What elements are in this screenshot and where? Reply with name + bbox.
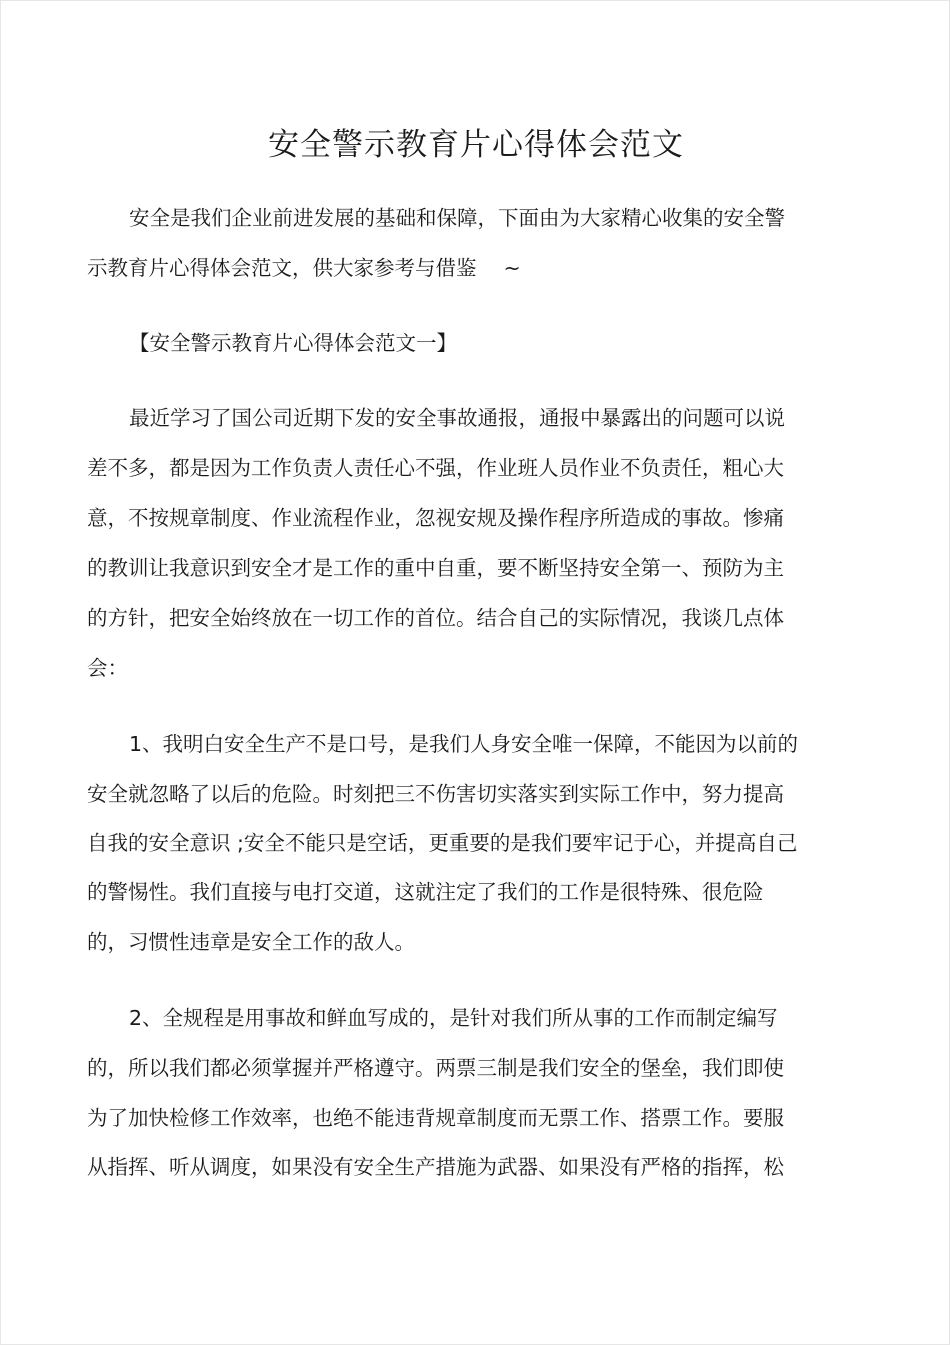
paragraph1-line-5: 的方针，把安全始终放在一切工作的首位。结合自己的实际情况，我谈几点体 xyxy=(87,606,784,630)
paragraph1-line-4: 的教训让我意识到安全才是工作的重中自重，要不断坚持安全第一、预防为主 xyxy=(87,556,784,580)
point1-line-4: 的警惕性。我们直接与电打交道，这就注定了我们的工作是很特殊、很危险 xyxy=(87,880,764,904)
paragraph1-line-1: 最近学习了国公司近期下发的安全事故通报，通报中暴露出的问题可以说 xyxy=(129,406,785,430)
intro-line-2: 示教育片心得体会范文，供大家参考与借鉴 ~ xyxy=(87,256,521,280)
intro-line-1: 安全是我们企业前进发展的基础和保障，下面由为大家精心收集的安全警 xyxy=(129,206,785,230)
point1-line-3: 自我的安全意识 ;安全不能只是空话，更重要的是我们要牢记于心，并提高自己 xyxy=(87,831,798,855)
point2-line-1: 2、全规程是用事故和鲜血写成的，是针对我们所从事的工作而制定编写 xyxy=(129,1006,778,1030)
paragraph1-line-2: 差不多，都是因为工作负责人责任心不强，作业班人员作业不负责任，粗心大 xyxy=(87,456,784,480)
point1-line-1: 1、我明白安全生产不是口号，是我们人身安全唯一保障，不能因为以前的 xyxy=(129,732,799,756)
paragraph1-line-6: 会： xyxy=(87,656,128,680)
paragraph1-line-3: 意，不按规章制度、作业流程作业，忽视安规及操作程序所造成的事故。惨痛 xyxy=(87,506,784,530)
point1-line-5: 的，习惯性违章是安全工作的敌人。 xyxy=(87,930,415,954)
point2-line-3: 为了加快检修工作效率，也绝不能违背规章制度而无票工作、搭票工作。要服 xyxy=(87,1106,784,1130)
section-heading: 【安全警示教育片心得体会范文一】 xyxy=(129,331,457,355)
point2-line-2: 的，所以我们都必须掌握并严格遵守。两票三制是我们安全的堡垒，我们即使 xyxy=(87,1056,784,1080)
point2-line-4: 从指挥、听从调度，如果没有安全生产措施为武器、如果没有严格的指挥，松 xyxy=(87,1155,784,1179)
document-title: 安全警示教育片心得体会范文 xyxy=(268,127,684,163)
point1-line-2: 安全就忽略了以后的危险。时刻把三不伤害切实落实到实际工作中，努力提高 xyxy=(87,782,784,806)
